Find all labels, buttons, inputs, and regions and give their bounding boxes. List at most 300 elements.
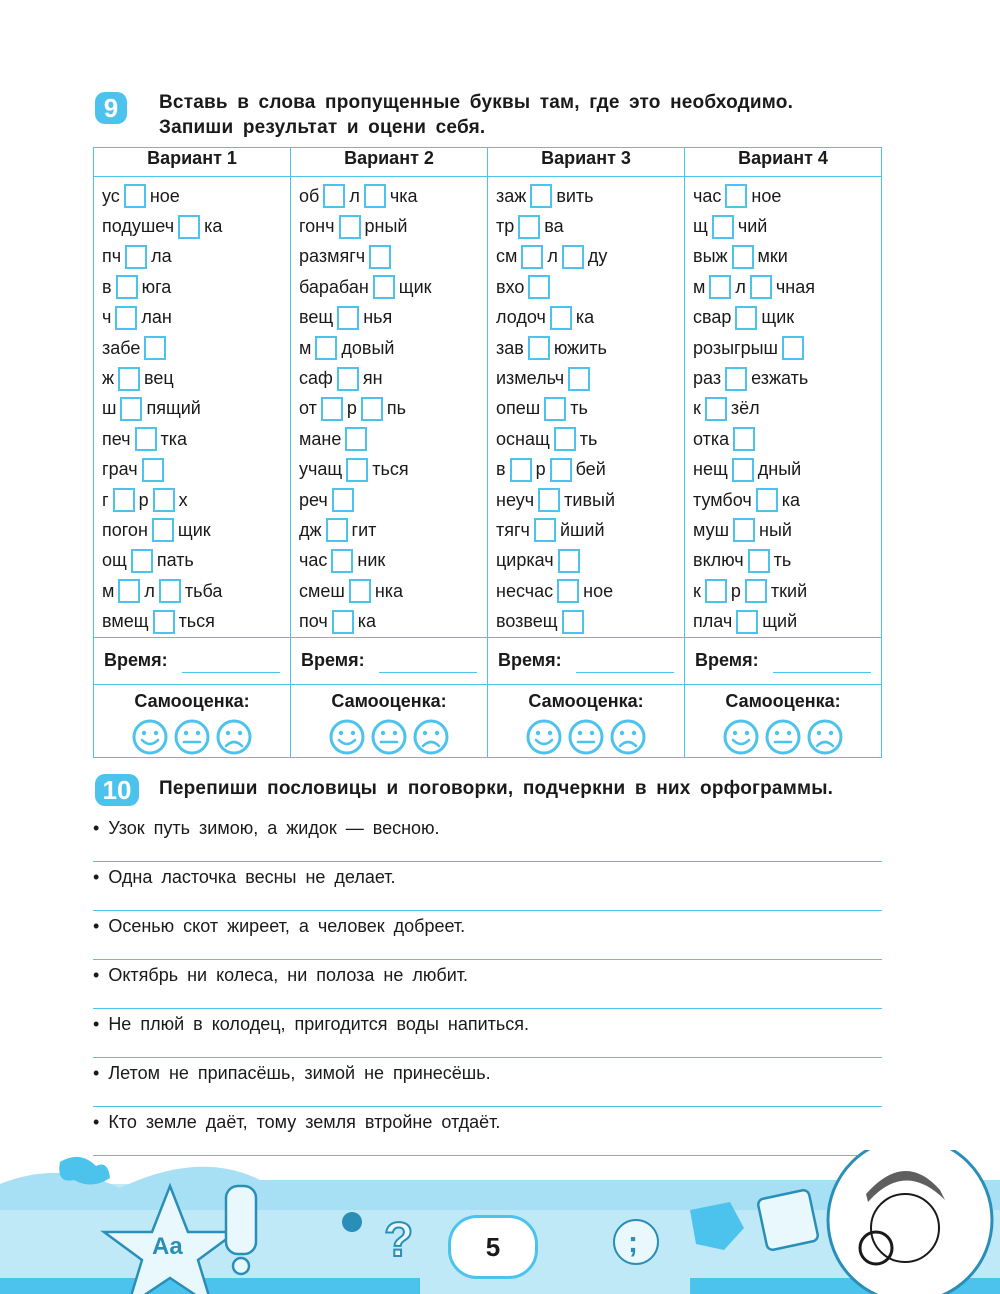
word-fragment: час [693,185,722,206]
time-blank[interactable] [379,658,477,673]
word-item [102,576,290,606]
letter-box[interactable] [315,336,337,360]
word-fragment: смеш [299,580,345,601]
faces [488,718,684,756]
word-fragment: гонч [299,216,335,237]
happy-face-icon[interactable] [525,718,563,756]
word-column [488,177,685,638]
word-fragment: ощ [102,550,127,571]
letter-box[interactable] [732,245,754,269]
letter-box[interactable] [113,488,135,512]
letter-box[interactable] [153,488,175,512]
letter-box[interactable] [373,275,395,299]
word-fragment: включ [693,550,744,571]
word-fragment: м [693,276,706,297]
writing-line[interactable] [93,861,882,862]
word-fragment: вхо [496,276,525,297]
word-fragment: см [496,246,518,267]
word-fragment: ный [759,519,792,540]
proverb-item [93,1014,882,1063]
word-item [299,242,487,272]
happy-face-icon[interactable] [722,718,760,756]
word-fragment: южить [553,337,607,358]
word-fragment: пь [386,398,406,419]
self-cell [685,684,882,757]
letter-box[interactable] [562,245,584,269]
letter-box[interactable] [745,579,767,603]
letter-box[interactable] [528,275,550,299]
letter-box[interactable] [521,245,543,269]
word-item [693,515,881,545]
word-item [693,576,881,606]
word-item [299,394,487,424]
letter-box[interactable] [544,397,566,421]
time-row [94,637,882,684]
letter-box[interactable] [125,245,147,269]
word-item [496,576,684,606]
word-fragment: розыгрыш [693,337,778,358]
word-fragment: несчас [496,580,554,601]
word-fragment: пч [102,246,122,267]
letter-box[interactable] [735,306,757,330]
letter-box[interactable] [332,488,354,512]
word-item [102,515,290,545]
variants-table [93,147,882,758]
word-item [102,272,290,302]
writing-line[interactable] [93,1008,882,1009]
word-fragment: зёл [730,398,760,419]
letter-box[interactable] [528,336,550,360]
letter-box[interactable] [732,458,754,482]
letter-box[interactable] [550,306,572,330]
word-item [496,211,684,241]
word-fragment: забе [102,337,141,358]
happy-face-icon[interactable] [131,718,169,756]
word-fragment: в [496,459,506,480]
neutral-face-icon[interactable] [567,718,605,756]
time-label: Время: [695,650,759,671]
time-cell [94,637,291,684]
word-fragment: ться [178,611,215,632]
letter-box[interactable] [550,458,572,482]
word-fragment: л [144,580,155,601]
character-face [871,1194,939,1262]
word-item [102,606,290,636]
word-fragment: тивый [564,489,615,510]
writing-line[interactable] [93,959,882,960]
word-item [496,181,684,211]
word-item [299,576,487,606]
word-fragment: учащ [299,459,343,480]
word-item [299,211,487,241]
word-fragment: оснащ [496,428,550,449]
word-fragment: р [346,398,357,419]
word-fragment: циркач [496,550,554,571]
word-item [102,303,290,333]
task-10-instruction: Перепиши пословицы и поговорки, подчеркни в них орфограммы. [159,778,834,799]
letter-box[interactable] [337,306,359,330]
question-icon: ? [384,1214,414,1267]
word-fragment: г [102,489,109,510]
proverb-text [93,1063,491,1084]
word-column [94,177,291,638]
word-fragment: ла [151,246,172,267]
word-fragment: щик [177,519,211,540]
neutral-face-icon[interactable] [764,718,802,756]
word-item [102,333,290,363]
bullet: • [93,1014,109,1034]
word-item [693,363,881,393]
word-item [496,272,684,302]
word-item [496,606,684,636]
letter-box[interactable] [709,275,731,299]
variant-header: Вариант 2 [291,148,488,177]
word-fragment: чная [775,276,815,297]
letter-box[interactable] [116,275,138,299]
letter-box[interactable] [538,488,560,512]
word-fragment: заж [496,185,527,206]
word-fragment: езжать [751,368,809,389]
instruction-line: Запиши результат и оцени себя. [159,117,486,138]
word-item [693,546,881,576]
word-item [693,211,881,241]
instruction-line: Вставь в слова пропущенные буквы там, где это необходимо. [159,92,794,113]
self-cell [291,684,488,757]
exclamation-dot [233,1258,249,1274]
word-item [693,455,881,485]
proverb-text [93,965,468,986]
word-fragment: ж [102,368,115,389]
proverb-sentence: Не плюй в колодец, пригодится воды напиться. [108,1014,530,1034]
word-fragment: свар [693,307,732,328]
word-item [299,546,487,576]
proverb-sentence: Узок путь зимою, а жидок — весною. [108,818,440,838]
word-item [496,394,684,424]
letter-box[interactable] [345,427,367,451]
word-fragment: лодоч [496,307,546,328]
page-number: 5 [448,1215,538,1279]
word-fragment: час [299,550,328,571]
word-fragment: нка [374,580,404,601]
word-fragment: м [102,580,115,601]
letter-box[interactable] [518,215,540,239]
self-cell [488,684,685,757]
sad-face-icon[interactable] [215,718,253,756]
word-fragment: грач [102,459,138,480]
letter-box[interactable] [750,275,772,299]
letter-box[interactable] [337,367,359,391]
word-fragment: ва [544,216,564,237]
letter-box[interactable] [135,427,157,451]
word-column [685,177,882,638]
letter-box[interactable] [115,306,137,330]
letter-box[interactable] [748,549,770,573]
word-fragment: барабан [299,276,369,297]
exclamation-icon [226,1186,256,1254]
word-fragment: вить [556,185,594,206]
sad-face-icon[interactable] [412,718,450,756]
word-fragment: р [535,459,546,480]
word-fragment: юга [141,276,172,297]
bullet: • [93,1112,109,1132]
time-cell [685,637,882,684]
letter-box[interactable] [705,397,727,421]
word-item [496,485,684,515]
word-fragment: плач [693,611,733,632]
letter-box[interactable] [349,579,371,603]
word-fragment: ник [357,550,386,571]
letter-box[interactable] [361,397,383,421]
semicolon-icon: ; [628,1226,638,1259]
time-blank[interactable] [182,658,280,673]
word-fragment: размягч [299,246,366,267]
letter-box[interactable] [725,184,747,208]
letter-box[interactable] [118,579,140,603]
letter-box[interactable] [346,458,368,482]
word-item [299,485,487,515]
letter-box[interactable] [326,518,348,542]
letter-box[interactable] [736,610,758,634]
word-item [102,181,290,211]
word-item [299,455,487,485]
word-fragment: муш [693,519,730,540]
word-fragment: ткий [770,580,808,601]
letter-box[interactable] [142,458,164,482]
task-9-header [95,90,793,140]
letter-box[interactable] [568,367,590,391]
words-row [94,177,882,638]
letter-box[interactable] [534,518,556,542]
word-fragment: выж [693,246,728,267]
word-fragment: нья [363,307,393,328]
task-number-badge: 10 [95,774,139,806]
word-fragment: ное [583,580,614,601]
letter-box[interactable] [120,397,142,421]
word-item [102,242,290,272]
word-item [496,363,684,393]
word-fragment: л [349,185,360,206]
word-item [496,546,684,576]
proverb-sentence: Осенью скот жиреет, а человек добреет. [108,916,466,936]
variant-header: Вариант 3 [488,148,685,177]
word-item [102,363,290,393]
letter-box[interactable] [558,549,580,573]
letter-box[interactable] [178,215,200,239]
letter-box[interactable] [323,184,345,208]
letter-box[interactable] [554,427,576,451]
word-item [102,485,290,515]
word-fragment: пать [156,550,194,571]
word-fragment: рный [364,216,408,237]
word-item [693,606,881,636]
word-fragment: ду [587,246,608,267]
proverb-item [93,818,882,867]
letter-box[interactable] [339,215,361,239]
writing-line[interactable] [93,1057,882,1058]
letter-box[interactable] [562,610,584,634]
word-fragment: м [299,337,312,358]
word-fragment: л [547,246,558,267]
letter-box[interactable] [332,610,354,634]
word-fragment: к [693,580,701,601]
letter-box[interactable] [725,367,747,391]
word-fragment: от [299,398,317,419]
letter-box[interactable] [756,488,778,512]
word-fragment: ть [773,550,792,571]
word-fragment: р [730,580,741,601]
letter-box[interactable] [159,579,181,603]
cloud-shape [59,1157,110,1185]
word-item [299,181,487,211]
letter-box[interactable] [510,458,532,482]
neutral-face-icon[interactable] [370,718,408,756]
letter-box[interactable] [124,184,146,208]
word-item [693,242,881,272]
word-fragment: вещ [299,307,334,328]
word-item [299,303,487,333]
word-item [496,455,684,485]
word-item [299,363,487,393]
word-fragment: щик [761,307,795,328]
self-cell [94,684,291,757]
word-item [299,515,487,545]
bullet: • [93,818,109,838]
letter-box[interactable] [331,549,353,573]
word-fragment: ка [357,611,377,632]
word-fragment: щик [398,276,432,297]
sad-face-icon[interactable] [609,718,647,756]
word-fragment: печ [102,428,131,449]
word-fragment: ное [149,185,180,206]
word-fragment: довый [341,337,395,358]
proverb-item [93,965,882,1014]
proverb-text [93,916,465,937]
time-blank[interactable] [576,658,674,673]
word-fragment: измельч [496,368,565,389]
word-item [693,181,881,211]
letter-box[interactable] [364,184,386,208]
time-cell [291,637,488,684]
bullet: • [93,965,109,985]
word-fragment: саф [299,368,333,389]
letter-box[interactable] [369,245,391,269]
letter-box[interactable] [705,579,727,603]
variants-header-row [94,148,882,177]
word-fragment: тка [160,428,188,449]
letter-box[interactable] [557,579,579,603]
word-item [693,272,881,302]
word-fragment: подушеч [102,216,175,237]
word-fragment: вмещ [102,611,149,632]
word-fragment: ное [751,185,782,206]
proverb-text [93,1014,529,1035]
word-item [693,333,881,363]
time-label: Время: [498,650,562,671]
proverb-item [93,1063,882,1112]
footer-stripe [0,1278,420,1294]
bullet: • [93,1063,109,1083]
word-fragment: зав [496,337,524,358]
happy-face-icon[interactable] [328,718,366,756]
word-fragment: погон [102,519,148,540]
word-fragment: ть [570,398,588,419]
writing-line[interactable] [93,910,882,911]
letter-box[interactable] [733,518,755,542]
sad-face-icon[interactable] [806,718,844,756]
self-assessment-row [94,684,882,757]
word-item [693,303,881,333]
word-fragment: мки [757,246,788,267]
task-10-header [95,774,833,806]
word-fragment: раз [693,368,722,389]
word-fragment: ть [579,428,598,449]
word-item [299,424,487,454]
word-fragment: ться [372,459,409,480]
proverb-text [93,867,396,888]
proverb-sentence: Кто земле даёт, тому земля втройне отдаёт. [108,1112,501,1132]
time-label: Время: [104,650,168,671]
task-number-badge: 9 [95,92,127,124]
word-fragment: возвещ [496,611,558,632]
proverb-sentence: Летом не припасёшь, зимой не принесёшь. [108,1063,491,1083]
word-item [693,485,881,515]
word-fragment: тьба [184,580,223,601]
proverbs-list [93,818,882,1161]
word-item [102,455,290,485]
letter-box[interactable] [152,518,174,542]
word-fragment: дж [299,519,322,540]
neutral-face-icon[interactable] [173,718,211,756]
letter-block-icon [757,1189,819,1251]
proverb-item [93,867,882,916]
word-fragment: пящий [146,398,201,419]
word-fragment: вец [144,368,174,389]
word-fragment: отка [693,428,730,449]
proverb-text [93,1112,500,1133]
letter-box[interactable] [712,215,734,239]
bullet: • [93,867,109,887]
word-fragment: тумбоч [693,489,752,510]
word-fragment: чий [737,216,768,237]
letter-box[interactable] [733,427,755,451]
comma-icon [342,1212,362,1232]
word-column [291,177,488,638]
writing-line[interactable] [93,1106,882,1107]
letter-box[interactable] [321,397,343,421]
time-cell [488,637,685,684]
word-fragment: ка [781,489,801,510]
proverb-item [93,916,882,965]
word-fragment: ка [204,216,223,237]
letter-box[interactable] [118,367,140,391]
time-blank[interactable] [773,658,871,673]
letter-box[interactable] [153,610,175,634]
letter-box[interactable] [144,336,166,360]
letter-box[interactable] [530,184,552,208]
word-fragment: реч [299,489,328,510]
word-fragment: ян [362,368,383,389]
word-item [693,424,881,454]
bullet: • [93,916,109,936]
word-fragment: щ [693,216,708,237]
word-fragment: об [299,185,320,206]
letter-box[interactable] [782,336,804,360]
word-fragment: бей [575,459,606,480]
self-assessment-label: Самооценка: [134,690,250,711]
proverb-text [93,818,440,839]
letter-box[interactable] [131,549,153,573]
word-item [496,242,684,272]
